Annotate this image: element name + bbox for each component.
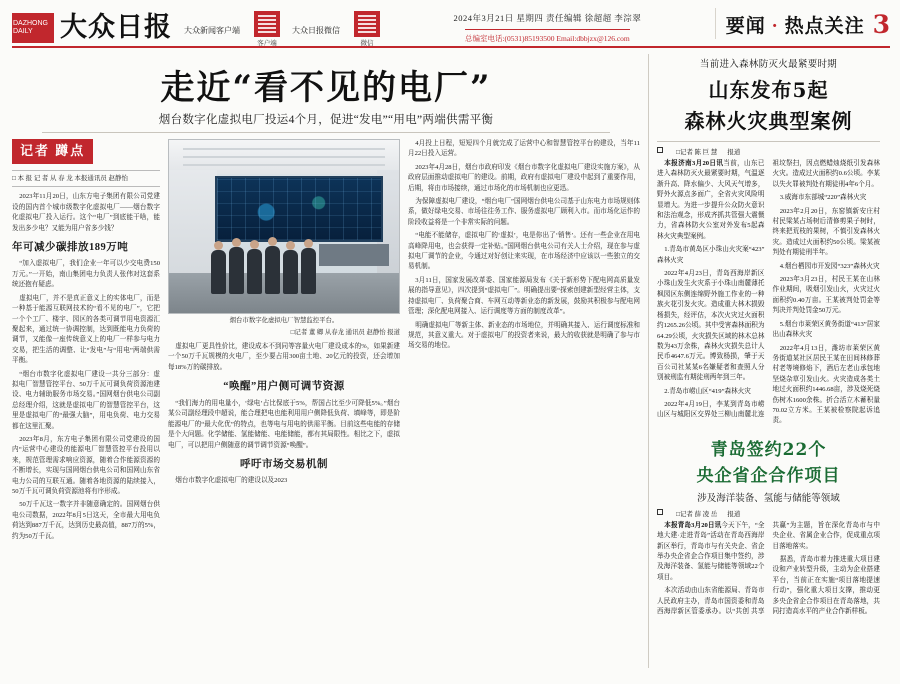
masthead-meta — [380, 8, 715, 46]
masthead — [0, 0, 900, 46]
paragraph: 2022年4月13日，潍坊市莱荣区黄务街道某社区居民王某在田间林修葬村老等境修焰下，酒后左老山承包地坚烧杂草引发山火。火灾造成各类土地过火面积约1446.68亩，涉及烧死烧伤树木1600余株。折合活立木蓄积量70.02立方米。王某被检察院起诉追责。 — [772, 344, 880, 425]
photo-ceiling — [169, 140, 399, 174]
paragraph: “电能不能储存，虚拟电厂的‘虚拟’，电是你出了‘销售’。还有一些企业在用电高峰降用电，也会获得一定补贴。”国网烟台供电公司有关人士介绍，现在参与虚拟电厂调节的企业，今通过对好创让来实现，在市场经济中应该以一些独立的交易机制。 — [408, 232, 640, 271]
story3-body — [657, 521, 880, 619]
paragraph: 为保障虚拟电厂建设，“烟台电厂”国网烟台供电公司基于山东电力市场规则体系，做好绿电交易、市场往往务工作、服务虚拟电厂顾利入市。而市场化运作的阶段收益将是一个非常实际的问题。 — [408, 198, 640, 226]
case-title: 2.青岛市崂山区“419”森林火灾 — [664, 387, 751, 395]
story-columns — [12, 139, 640, 545]
secondary-stories — [648, 54, 880, 668]
square-bullet-icon — [657, 509, 663, 515]
story2-title-line2: 森林火灾典型案例 — [684, 109, 853, 133]
paragraph: “烟台市数字化虚拟电厂建设一共分三部分：虚拟电厂智慧管控平台、50万千瓦可调负荷资源池建设、电力辅助服务市场交易。”国网烟台供电公司副总经理介绍，这就是虚拟电厂的智慧管控平台，这里是虚拟电厂的“最强大脑”，用电负荷、电力交易都在这里汇聚。 — [12, 370, 160, 430]
paper-name: 大众日报 — [60, 12, 172, 43]
main-story — [12, 54, 640, 668]
section-title-a: 要闻 — [725, 16, 766, 37]
paragraph: 2023年2月20日，东窑镇新安庄村村民梁某占场树后清修剪果子树时，终来把荒枝的果树，不慎引发森林火灾。造成过火面积约50公顷。梁某被判处有期徒刑半年。 — [772, 207, 880, 257]
story-column-a — [12, 139, 160, 545]
section-dot: · — [771, 16, 779, 37]
qr-code-icon[interactable] — [254, 11, 280, 37]
contact-line: 总编室电话:(0531)85193500 Email:dbbjzx@126.com — [465, 29, 630, 44]
section-title — [726, 11, 865, 38]
photo-caption: 烟台市数字化虚拟电厂智慧监控平台。 — [229, 317, 339, 324]
story2-body — [657, 159, 880, 427]
story3-subtitle: 涉及海洋装备、氢能与储能等领域 — [697, 493, 840, 504]
subsection-title: “唤醒”用户侧可调节资源 — [223, 381, 345, 393]
photo-credit: □记者 董 卿 从春龙 通讯员 赵静怡 报道 — [290, 328, 400, 336]
paragraph — [657, 159, 765, 242]
story-column-b — [168, 139, 400, 545]
section-header — [715, 8, 890, 39]
photo-people — [209, 232, 329, 294]
subsection-title: 呼吁市场交易机制 — [240, 458, 328, 470]
byline: □ 本 报 记 者 从 春 龙 本报通讯员 赵静怡 — [12, 170, 160, 188]
case-title: 3.威海市东部城“220”森林火灾 — [779, 194, 867, 202]
story3-title-line1: 青岛签约22个 — [710, 439, 827, 460]
paragraph: 2023年11月20日，山东方电子集团有限公司党建设的国内首个城市级数字化虚拟电厂——烟台数字化虚拟电厂投入运行。这个“电厂”到底能干啥，能发出多少电？又能为用户省多少钱？ — [12, 193, 160, 232]
paragraph: 2022年4月23日，青岛西海岸新区小珠山发生火灾系于小珠山南麓薄托枫园区东侧连绵野外施工作业的一种族火花引发火灾。造成重大林木损毁杨损失，经评估，本次火灾过火面积约1265.26公顷。其中受害森林面积为64.29公顷，火灾损失区域的林木总林数为43万余株，森林火灾损失总计人民币4647.6万元。博致杨损，肇于天百公司社某某6名嫌疑者和查照人分别被刑监有期徒刑两年到三年。 — [657, 270, 765, 382]
dateline: 本报青岛3月20日讯 — [664, 521, 722, 529]
story3-reporter: □记者 薛 凌 岳 — [676, 510, 718, 518]
paragraph: 2023年8月，东方电子集团有限公司党建设的国内“运营中心建设的能源电厂智慧管控平台投用以来，规范管理需求响应资源，随着合作能源资源的不断增长，实现与国网烟台供电公司和国网山东省电力公司的互联互通。随着各地资源的陆续接入，50万千瓦可调负荷资源池将有序形成。 — [12, 435, 160, 496]
paragraph — [657, 521, 765, 583]
paragraph: 据悉，青岛市着力推进重大项目建设和产业转型升级，主动为企业搭建平台，当前正在实施“项目落地提速行动”，强化重大项目支撑，推动更多央企省企合作项目在青岛落地，共同打造高水平的产业合作新样板。 — [772, 555, 880, 615]
app-tag: 大众新闻客户端 — [184, 25, 240, 35]
case-title: 1.青岛市黄岛区小珠山火灾案“423”森林火灾 — [657, 246, 765, 264]
section-title-b: 热点关注 — [784, 16, 865, 37]
story2-report-word: 报道 — [727, 149, 741, 156]
paragraph: 本次活动由山东省能源局、青岛市人民政府主办，青岛市国资委和青岛西海岸新区管委承办。以“共创 共享 共赢”为主题，旨在深化青岛市与中央企业、省属企业合作，促成重点项目落地落实。 — [657, 521, 880, 615]
paragraph: “加入虚拟电厂，我们企业一年可以少交电费150万元。”一开始，南山集团电力负责人张伟对这套系统还抱有疑虑。 — [12, 260, 160, 289]
dateline: 本报济南3月20日讯 — [664, 160, 724, 167]
reporter-badge: 记者 蹲点 — [12, 139, 93, 164]
headline-divider — [42, 132, 610, 133]
page-number: 3 — [872, 10, 890, 39]
paragraph: 2023年3月23日，村民王某在山林作业期间，吸烟引发山火，火灾过火面积约0.40万亩。王某被判处罚金等判决并判处罚金50万元。 — [772, 276, 880, 315]
story3-title-line2: 央企省企合作项目 — [696, 465, 841, 486]
story-column-c — [408, 139, 640, 545]
story2-reporter: □记者 陈 巨 慧 — [676, 149, 718, 156]
page-subtitle: 烟台数字化虚拟电厂投运4个月，促进“发电”“用电”两端供需平衡 — [158, 114, 494, 126]
page-title: 走近“看不见的电厂” — [160, 68, 492, 108]
dateline-rest: 今天下午，“全地大建·走进青岛”活动在青岛西海岸新区举行，青岛市与有关央企、省企举办央企省企合作项目集中签约，涉及海洋装备、氢能与储能等领域22个项目。 — [657, 521, 765, 581]
qr-code-icon[interactable] — [354, 11, 380, 37]
square-bullet-icon — [657, 147, 663, 153]
paragraph: 50万千瓦这一数字并非随意确定的。国网烟台供电公司数据，2022年8月5日这天，全市最大用电负荷达到887万千瓦，达到历史最高值，887万的5%，约为50万千瓦。 — [12, 501, 160, 540]
paragraph: 烟台市数字化虚拟电厂的建设以及2023 — [175, 477, 288, 485]
photo-block — [168, 139, 400, 338]
control-room-photo — [168, 139, 400, 314]
story2-title-line1: 山东发布5起 — [708, 78, 829, 102]
paragraph: 虚拟电厂更具性价比，建设成本不到同等容量火电厂建设成本的%，如果新建一个50万千瓦规模的火电厂，至少要占用300亩土地、20亿元的投资，还会增加每18%万的碳排放。 — [168, 343, 400, 371]
logo-block — [12, 8, 380, 47]
case-title: 5.烟台市莱荣区黄务街道“413”居家出山森林火灾 — [772, 320, 880, 339]
logo-badge: DAZHONG DAILY — [12, 13, 54, 43]
story2-byline — [657, 147, 880, 156]
case-title: 4.烟台栖园市开发园“323”森林火灾 — [779, 262, 880, 270]
subsection-title: 年可减少碳排放189万吨 — [12, 241, 129, 253]
paragraph: 2022年4月19日，李某到青岛市崂山区与城阳区交界处三柳山南麓北连祖坟祭扫，因点燃蜡烛烧纸引发森林火灾。造成过火面积约0.6公顷。李某以失火罪被判处有期徒刑4年6个月。 — [657, 160, 880, 419]
story2-divider — [657, 141, 880, 142]
paragraph: 明确虚拟电厂等新主体、新业态的市场地位，并明确其接入、运行调度标准和规范，其意义重大。对于虚拟电厂的投资者来说，最大的收获就是明确了参与市场交易的地位。 — [408, 321, 640, 350]
paragraph: 虚拟电厂，并不是真正意义上的实体电厂，而是一种基于能源互联网技术的“看不见的电厂”，它把一个个工厂、楼宇、园区的各类可调节用电资源汇聚起来，通过统一协调控制，达到既能电力负荷的调节，又能像一座传统意义上的电厂一样参与电力交易，把生活的调整、让“发电”与“用电”两端供需平衡。 — [12, 294, 160, 365]
qr-app-caption: 客户端 — [257, 40, 277, 47]
qr-wechat-caption: 微信 — [360, 40, 374, 47]
photo-desk — [319, 244, 389, 266]
paragraph: 3月11日，国家发展改革委、国家能源局发布《关于新形势下配电网高质量发展的指导意见》，四次提到“虚拟电厂”。明确提出要“探索创建新型经营主体，支持虚拟电厂、负荷聚合商、车网互动等新业态的新发展，鼓励其积极参与配电网管理；深化配电网接入、运行调度等方面的制度改革”。 — [408, 276, 640, 316]
wechat-tag: 大众日报微信 — [292, 25, 340, 35]
date-line: 2024年3月21日 星期四 责任编辑 徐超超 李淙翠 — [453, 13, 642, 23]
story2-kicker: 当前进入森林防灭火最紧要时期 — [699, 60, 838, 70]
qr-app[interactable] — [254, 8, 280, 47]
paragraph: 2023年4月28日，烟台市政府印发《烟台市数字化虚拟电厂建设实施方案》，从政府层面推动虚拟电厂的建设。前期，政府有虚拟电厂建设中起到了重要作用，后期，将由市场接续，通过市场化的市场机制也应更迅。 — [408, 163, 640, 192]
paragraph: “我们海力的用电量小，‘绿电’占比保底于5%，帮国占比至少可降低5%。”烟台某公司副经理段中超说，能合理把电也能利用用户侧降低负荷、填峰等，即是阶能源电厂的“最大化优”的特点，也等电与用电的供需平衡。目前这些电能的存储是个大问题。化学储能、氢能储能、电能储能，都有其局限性。相比之下，虚拟电厂，可以把用户侧随意的调节调节资源“唤醒”。 — [168, 399, 400, 449]
page-content — [0, 48, 900, 668]
qr-wechat[interactable] — [354, 8, 380, 47]
story3-byline — [657, 509, 880, 518]
dateline-rest: 当前，山东已进入森林防灭火最紧要时期，气温逐渐升高、降水偏少、大风天气增多，野外火源点多面广，全省火灾风险明显增大。为进一步提升公众防火意识和法治观念，形成齐抓共管强大震慑力，省森林防火公室对外发布5起森林火灾典型案例。 — [657, 160, 765, 240]
paragraph: 4月投上日程，短短四个月就完成了运营中心和智慧管控平台的建设，当年11月22日投入运营。 — [408, 140, 640, 158]
story3-report-word: 报道 — [727, 510, 741, 518]
